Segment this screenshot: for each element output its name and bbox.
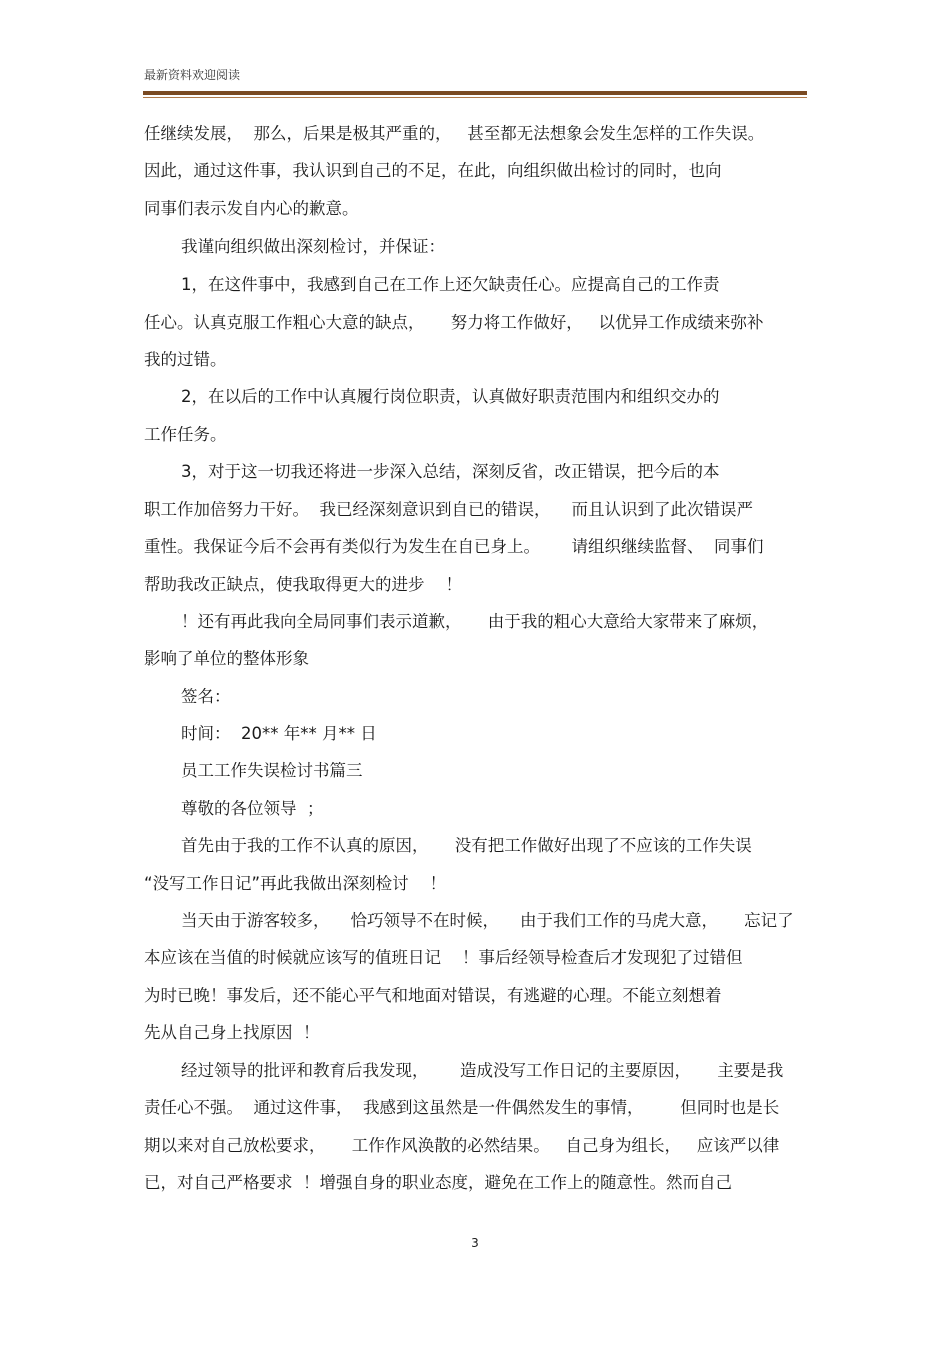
body-line: 期以来对自己放松要求， 工作作风涣散的必然结果。 自己身为组长， 应该严以律 xyxy=(144,1136,780,1155)
body-line: 3，对于这一切我还将进一步深入总结，深刻反省，改正错误，把今后的本 xyxy=(181,462,720,481)
body-line: 任心。认真克服工作粗心大意的缺点， 努力将工作做好， 以优异工作成绩来弥补 xyxy=(144,313,764,332)
body-line: 经过领导的批评和教育后我发现， 造成没写工作日记的主要原因， 主要是我 xyxy=(181,1061,784,1080)
header-rule-thin xyxy=(143,97,807,98)
body-line: 1，在这件事中，我感到自己在工作上还欠缺责任心。应提高自己的工作责 xyxy=(181,275,720,294)
body-line: 工作任务。 xyxy=(144,425,227,444)
body-line: 帮助我改正缺点，使我取得更大的进步 ！ xyxy=(144,575,462,594)
header-title: 最新资料欢迎阅读 xyxy=(144,68,241,82)
body-line: 影响了单位的整体形象 xyxy=(144,649,309,668)
body-line: 为时已晚！事发后，还不能心平气和地面对错误，有逃避的心理。不能立刻想着 xyxy=(144,986,722,1005)
header-rule-thick xyxy=(143,91,807,95)
body-line: ！还有再此我向全局同事们表示道歉， 由于我的粗心大意给大家带来了麻烦， xyxy=(181,612,769,631)
body-line: 本应该在当值的时候就应该写的值班日记 ！事后经领导检查后才发现犯了过错但 xyxy=(144,948,743,967)
body-line: 当天由于游客较多， 恰巧领导不在时候， 由于我们工作的马虎大意， 忘记了 xyxy=(181,911,794,930)
body-line: 先从自己身上找原因 ！ xyxy=(144,1023,320,1042)
signature-label: 签名： xyxy=(181,687,231,706)
body-line: 同事们表示发自内心的歉意。 xyxy=(144,199,359,218)
body-line: 2，在以后的工作中认真履行岗位职责，认真做好职责范围内和组织交办的 xyxy=(181,387,720,406)
section-title: 员工工作失误检讨书篇三 xyxy=(181,761,363,780)
body-line: “没写工作日记”再此我做出深刻检讨 ！ xyxy=(144,874,447,893)
salutation: 尊敬的各位领导 ； xyxy=(181,799,324,818)
body-line: 职工作加倍努力干好。 我已经深刻意识到自已的错误， 而且认识到了此次错误严 xyxy=(144,500,753,519)
body-line: 我谨向组织做出深刻检讨，并保证： xyxy=(181,237,445,256)
body-line: 因此，通过这件事，我认识到自己的不足，在此，向组织做出检讨的同时，也向 xyxy=(144,161,722,180)
page-number: 3 xyxy=(471,1236,479,1250)
body-line: 已，对自己严格要求 ！增强自身的职业态度，避免在工作上的随意性。然而自己 xyxy=(144,1173,732,1192)
body-line: 责任心不强。 通过这件事， 我感到这虽然是一件偶然发生的事情， 但同时也是长 xyxy=(144,1098,780,1117)
date-line: 时间： 20** 年** 月** 日 xyxy=(181,724,377,743)
body-line: 首先由于我的工作不认真的原因， 没有把工作做好出现了不应该的工作失误 xyxy=(181,836,752,855)
body-line: 重性。我保证今后不会再有类似行为发生在自已身上。 请组织继续监督、 同事们 xyxy=(144,537,764,556)
body-line: 我的过错。 xyxy=(144,350,227,369)
body-line: 任继续发展， 那么，后果是极其严重的， 甚至都无法想象会发生怎样的工作失误。 xyxy=(144,124,765,143)
